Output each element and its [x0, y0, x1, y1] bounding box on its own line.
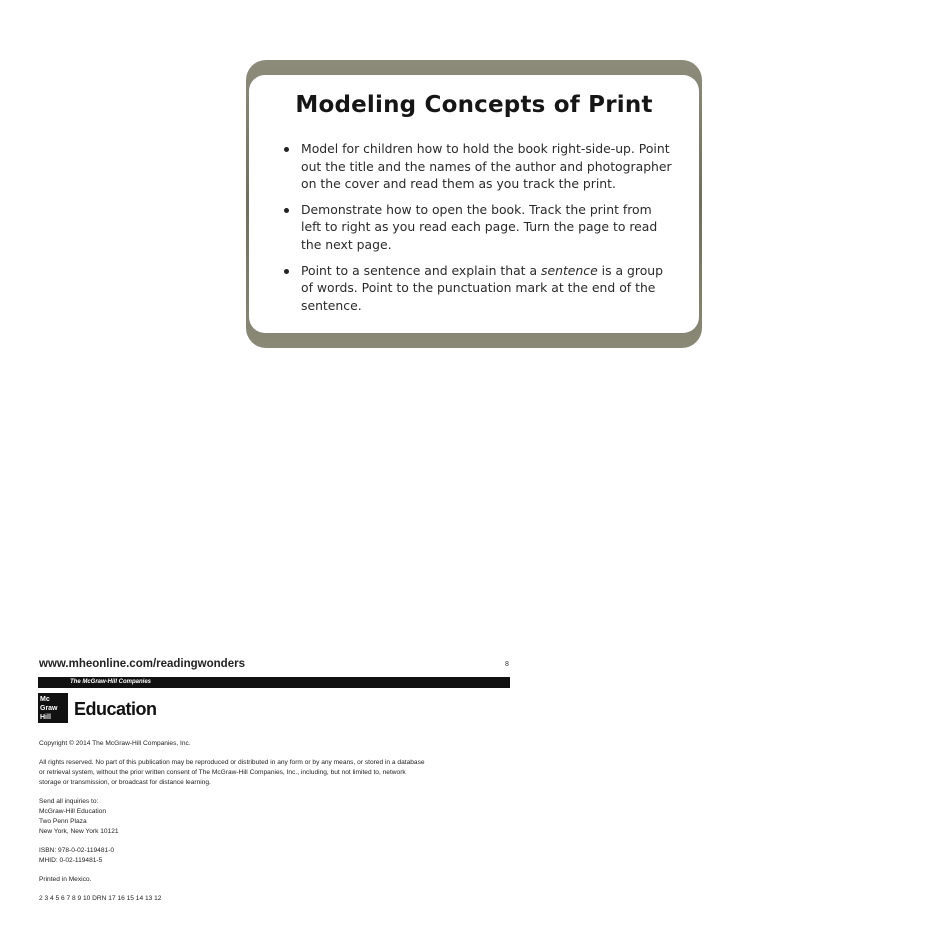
- bullet-text-after: is a group of words. Point to the punctuation mark at the end of the sentence.: [301, 262, 664, 313]
- concepts-of-print-card: [246, 60, 702, 348]
- logo-wordmark: Education: [74, 699, 157, 719]
- list-item: [284, 262, 674, 315]
- card-body: [249, 75, 699, 333]
- mhid-line: MHID: 0-02-119481-5: [39, 857, 103, 864]
- bullet-text-before: Point to a sentence and explain that a: [301, 262, 542, 278]
- print-line: 2 3 4 5 6 7 8 9 10 DRN 17 16 15 14 13 12: [39, 895, 162, 902]
- list-item: [284, 201, 674, 254]
- bullet-emphasis: sentence: [541, 262, 598, 278]
- rights-line: All rights reserved. No part of this publication may be reproduced or distributed in any form or by any means, or stored in a database: [39, 759, 425, 766]
- rights-line: storage or transmission, or broadcast for distance learning.: [39, 779, 211, 786]
- logo-line-1: Mc: [40, 696, 50, 703]
- publisher-bar: [38, 677, 510, 688]
- website-url: www.mheonline.com/readingwonders: [39, 658, 245, 670]
- bullet-list: [284, 140, 674, 322]
- publisher-bar-text: The McGraw-Hill Companies: [70, 679, 152, 685]
- list-item: [284, 140, 674, 193]
- page-number: 8: [505, 661, 509, 668]
- inquiries-line: Send all inquiries to:: [39, 798, 99, 805]
- bullet-text: Model for children how to hold the book right-side-up. Point out the title and the names of the author and photographer on the cover and read them as you track the print.: [301, 141, 672, 192]
- inquiries-line: New York, New York 10121: [39, 828, 119, 835]
- mcgraw-hill-logo-icon: [38, 693, 68, 723]
- card-title: Modeling Concepts of Print: [295, 92, 653, 118]
- bullet-dot-icon: [284, 147, 289, 152]
- bullet-dot-icon: [284, 208, 289, 213]
- logo-line-3: Hill: [40, 714, 51, 721]
- copyright-line: Copyright © 2014 The McGraw-Hill Companies, Inc.: [39, 740, 191, 747]
- inquiries-line: McGraw-Hill Education: [39, 808, 107, 815]
- bullet-dot-icon: [284, 269, 289, 274]
- bullet-text: Demonstrate how to open the book. Track the print from left to right as you read each page. Turn the page to read the next page.: [301, 201, 658, 252]
- inquiries-line: Two Penn Plaza: [39, 818, 87, 825]
- logo-line-2: Graw: [40, 705, 58, 712]
- rights-line: or retrieval system, without the prior written consent of The McGraw-Hill Companies, Inc., including, but not limited to, network: [39, 769, 406, 776]
- printed-line: Printed in Mexico.: [39, 876, 92, 883]
- isbn-line: ISBN: 978-0-02-119481-0: [39, 847, 115, 854]
